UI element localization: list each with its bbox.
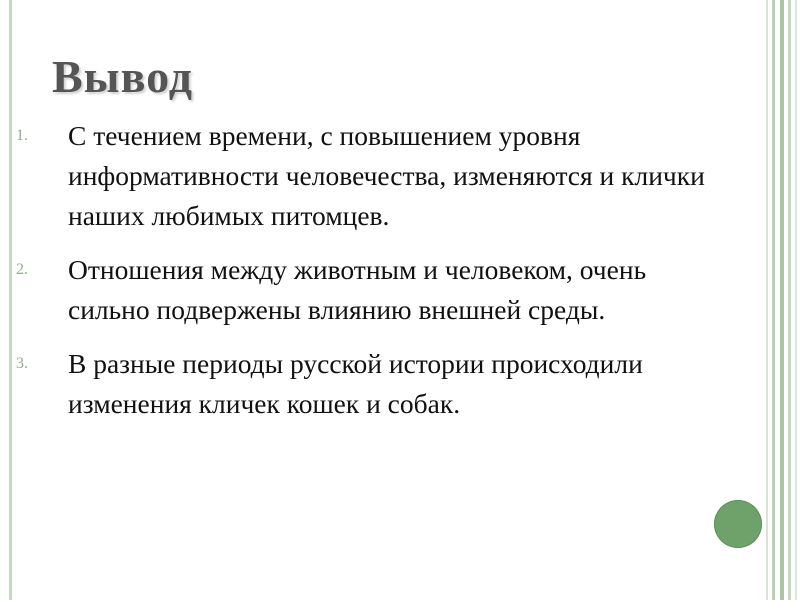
left-border-line xyxy=(9,0,12,600)
list-item-number: 3. xyxy=(16,355,28,372)
list-item xyxy=(16,116,706,236)
slide-title: Вывод xyxy=(52,51,194,102)
right-decorative-band xyxy=(760,0,800,600)
conclusion-list xyxy=(16,116,706,438)
list-item xyxy=(16,344,706,424)
list-item-number: 1. xyxy=(16,127,28,144)
list-item-number: 2. xyxy=(16,261,28,278)
list-item-text: В разные периоды русской истории происходили изменения кличек кошек и собак. xyxy=(68,348,643,419)
decorative-circle-icon xyxy=(714,500,762,548)
list-item-text: С течением времени, с повышением уровня информативности человечества, изменяются и клички наших любимых питомцев. xyxy=(68,120,705,231)
list-item xyxy=(16,250,706,330)
list-item-text: Отношения между животным и человеком, очень сильно подвержены влиянию внешней среды. xyxy=(68,254,647,325)
